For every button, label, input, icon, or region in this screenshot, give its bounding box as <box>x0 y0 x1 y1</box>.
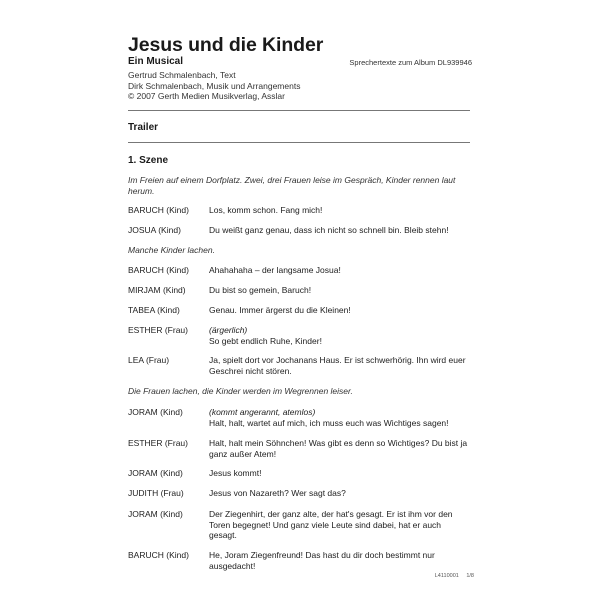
stage-direction-inline: (ärgerlich) <box>209 325 248 335</box>
stage-direction: Die Frauen lachen, die Kinder werden im Wegrennen leiser. <box>128 386 353 396</box>
dialogue-text: Jesus von Nazareth? Wer sagt das? <box>209 488 346 498</box>
speaker: JOSUA (Kind) <box>128 225 181 235</box>
dialogue-text: Genau. Immer ärgerst du die Kleinen! <box>209 305 351 315</box>
credit-copyright: © 2007 Gerth Medien Musikverlag, Asslar <box>128 91 285 101</box>
speaker: LEA (Frau) <box>128 355 170 365</box>
dialogue-block <box>209 325 471 346</box>
document-title: Jesus und die Kinder <box>128 34 324 56</box>
speaker: TABEA (Kind) <box>128 305 180 315</box>
speaker: ESTHER (Frau) <box>128 438 188 448</box>
speaker: BARUCH (Kind) <box>128 550 189 560</box>
speaker: JORAM (Kind) <box>128 407 183 417</box>
speaker: JORAM (Kind) <box>128 509 183 519</box>
dialogue-text: He, Joram Ziegenfreund! Das hast du dir doch bestimmt nur ausgedacht! <box>209 550 435 571</box>
page-number: 1/8 <box>466 573 474 579</box>
dialogue-text: Du bist so gemein, Baruch! <box>209 285 312 295</box>
document-subtitle: Ein Musical <box>128 56 184 67</box>
credit-music: Dirk Schmalenbach, Musik und Arrangements <box>128 80 301 91</box>
dialogue-text: Halt, halt, wartet auf mich, ich muss euch was Wichtiges sagen! <box>209 417 449 428</box>
document-code: L4110001 <box>434 573 459 579</box>
dialogue-text: Ja, spielt dort vor Jochanans Haus. Er ist schwerhörig. Ihn wird euer Geschrei nicht stören. <box>209 355 466 376</box>
credits <box>128 70 300 102</box>
speaker: BARUCH (Kind) <box>128 205 189 215</box>
speaker: BARUCH (Kind) <box>128 265 189 275</box>
credit-text: Gertrud Schmalenbach, Text <box>128 70 236 80</box>
speaker: JUDITH (Frau) <box>128 488 184 498</box>
dialogue-block <box>209 407 471 428</box>
dialogue-text: Halt, halt mein Söhnchen! Was gibt es denn so Wichtiges? Du bist ja ganz außer Atem! <box>209 438 468 459</box>
divider <box>128 110 470 111</box>
divider <box>128 142 470 143</box>
section-heading-scene: 1. Szene <box>128 155 169 166</box>
stage-direction: Manche Kinder lachen. <box>128 245 215 255</box>
stage-direction-inline: (kommt angerannt, atemlos) <box>209 407 316 417</box>
speaker: ESTHER (Frau) <box>128 325 188 335</box>
speaker: JORAM (Kind) <box>128 468 183 478</box>
dialogue-text: Der Ziegenhirt, der ganz alte, der hat's gesagt. Er ist ihm vor den Toren begegnet! Und ganz viele Leute sind dabei, hat er auch gesagt. <box>209 509 453 540</box>
speaker: MIRJAM (Kind) <box>128 285 186 295</box>
dialogue-text: So gebt endlich Ruhe, Kinder! <box>209 335 322 346</box>
page-footer <box>435 573 474 579</box>
stage-direction: Im Freien auf einem Dorfplatz. Zwei, drei Frauen leise im Gespräch, Kinder rennen laut herum. <box>128 175 456 196</box>
album-reference: Sprechertexte zum Album DL939946 <box>349 58 472 67</box>
dialogue-text: Los, komm schon. Fang mich! <box>209 205 323 215</box>
dialogue-text: Jesus kommt! <box>209 468 262 478</box>
dialogue-text: Ahahahaha – der langsame Josua! <box>209 265 341 275</box>
dialogue-text: Du weißt ganz genau, dass ich nicht so schnell bin. Bleib stehn! <box>209 225 449 235</box>
section-heading-trailer: Trailer <box>128 122 159 133</box>
